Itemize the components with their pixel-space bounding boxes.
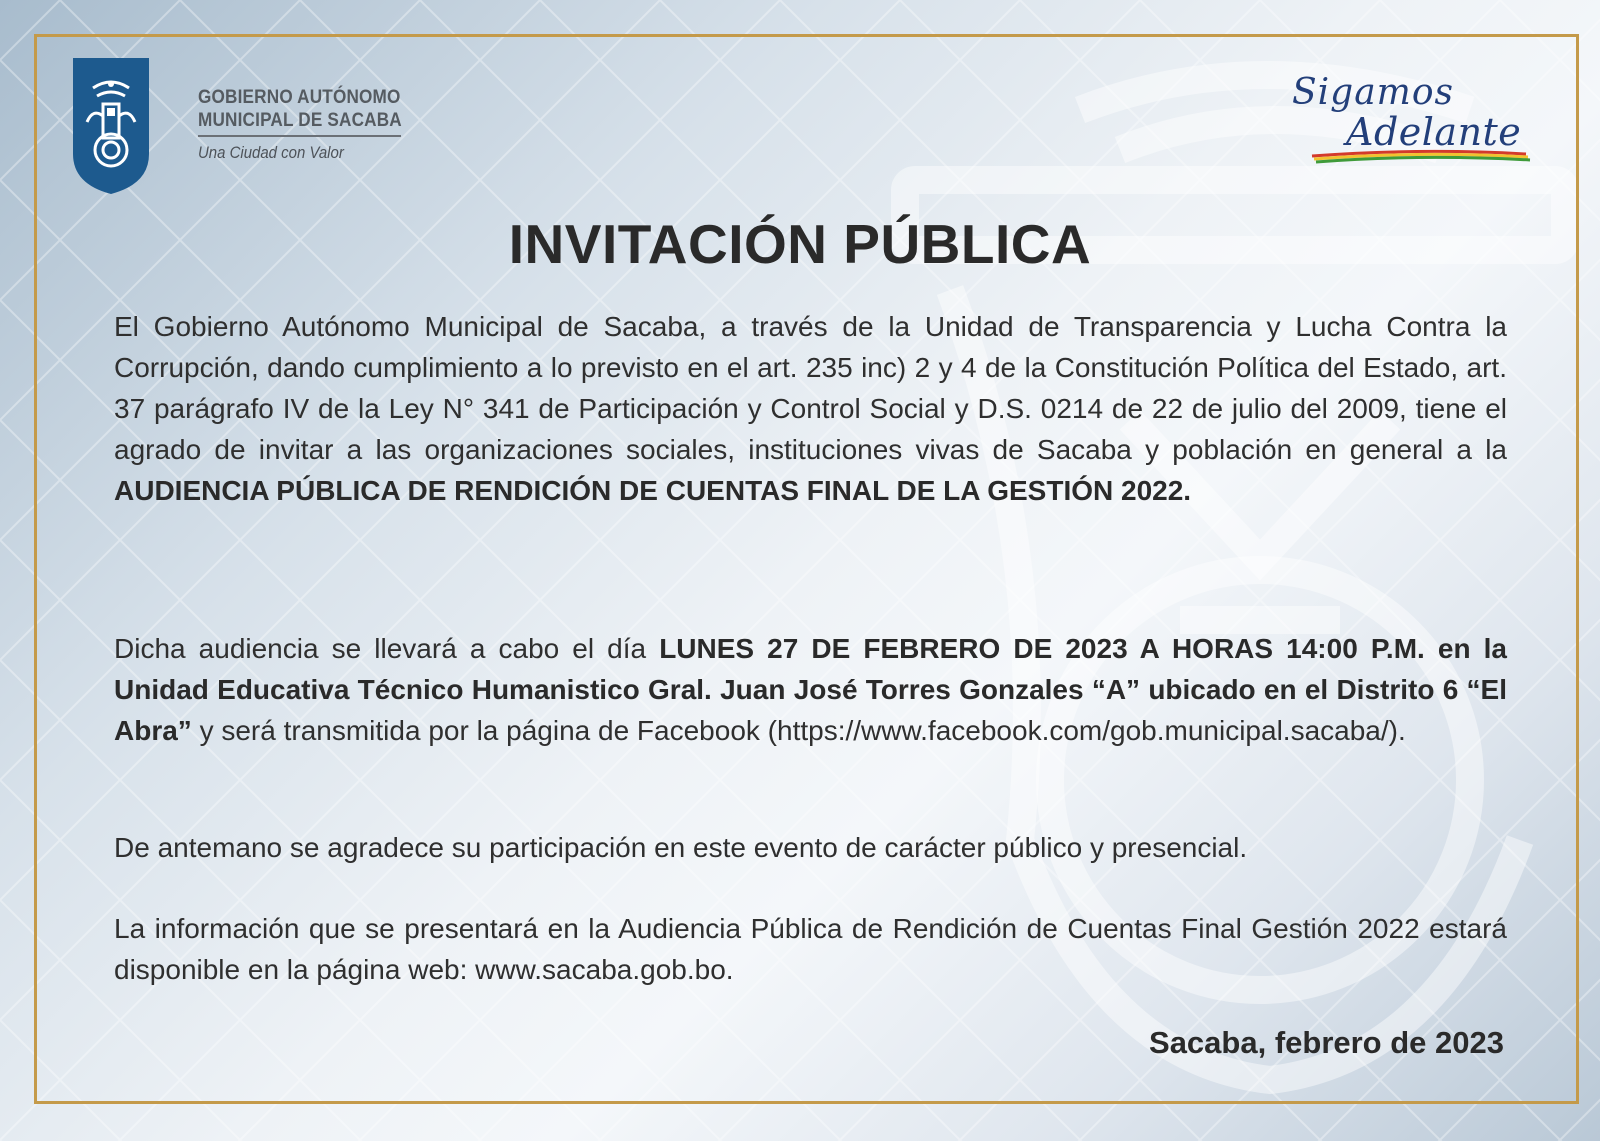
- slogan-logo: [1292, 68, 1560, 168]
- page-title: INVITACIÓN PÚBLICA: [508, 213, 1092, 275]
- paragraph-invitation-text: El Gobierno Autónomo Municipal de Sacaba, a través de la Unidad de Transparencia y Lucha Contra la Corrupción, dando cumplimiento a lo previsto en el art. 235 inc) 2 y 4 de la Constitución Política del Estado, art. 37 parágrafo IV de la Ley N° 341 de Participación y Control Social y D.S. 0214 de 22 de julio del 2009, tiene el agrado de invitar a las organizaciones sociales, instituciones vivas de Sacaba y población en general a la: [114, 311, 1507, 465]
- paragraph-invitation-event: AUDIENCIA PÚBLICA DE RENDICIÓN DE CUENTAS FINAL DE LA GESTIÓN 2022.: [114, 475, 1192, 506]
- shield-icon: [73, 58, 149, 194]
- logo-line-2: MUNICIPAL DE SACABA: [198, 109, 402, 131]
- municipal-logo: [73, 58, 403, 194]
- paragraph-schedule-details: LUNES 27 DE FEBRERO DE 2023 A HORAS 14:00 P.M. en la Unidad Educativa Técnico Humanistico Gral. Juan José Torres Gonzales “A” ubicado en el Distrito 6 “El Abra”: [114, 633, 1507, 746]
- paragraph-schedule-broadcast: y será transmitida por la página de Facebook (https://www.facebook.com/gob.municipal.sacaba/).: [191, 715, 1406, 746]
- logo-text-block: [198, 86, 430, 163]
- paragraph-invitation: [114, 306, 1507, 511]
- paragraph-schedule-intro: Dicha audiencia se llevará a cabo el día: [114, 633, 660, 664]
- slogan-line-2: Adelante: [1346, 110, 1522, 154]
- paragraph-schedule: [114, 628, 1507, 751]
- slogan-line-1: Sigamos: [1292, 72, 1454, 113]
- paragraph-information: La información que se presentará en la Audiencia Pública de Rendición de Cuentas Final Gestión 2022 estará disponible en la página web: www.sacaba.gob.bo.: [114, 913, 1507, 985]
- paragraph-thanks: De antemano se agradece su participación en este evento de carácter público y presencial.: [114, 832, 1248, 863]
- logo-tagline: Una Ciudad con Valor: [198, 142, 344, 162]
- logo-divider: [198, 135, 401, 137]
- signature-date: Sacaba, febrero de 2023: [1149, 1025, 1504, 1060]
- logo-line-1: GOBIERNO AUTÓNOMO: [198, 86, 401, 108]
